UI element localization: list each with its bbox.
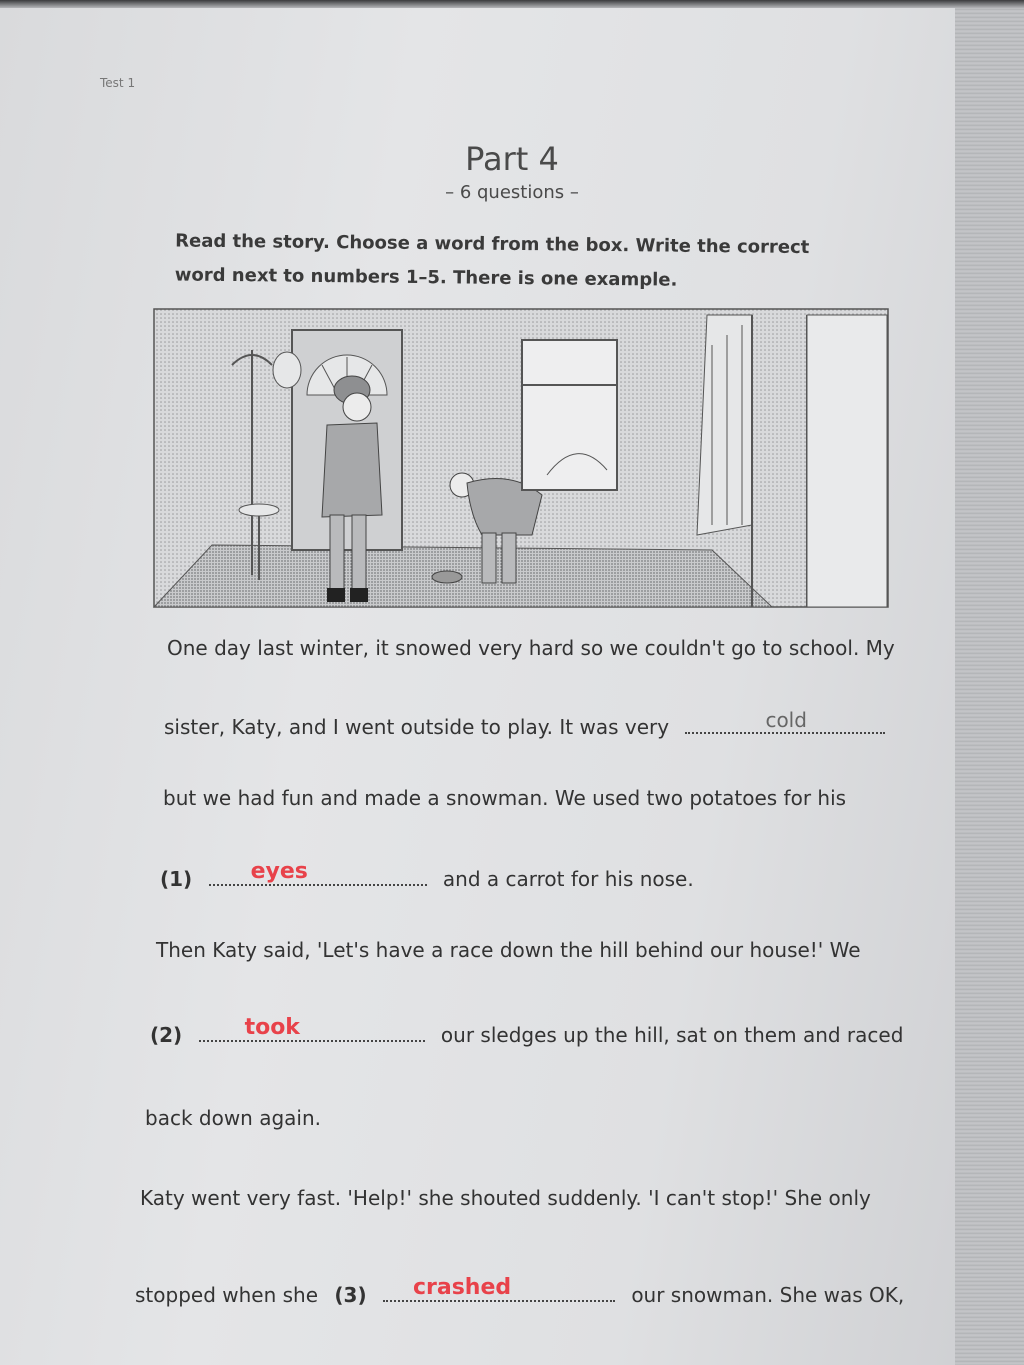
story-line-1: One day last winter, it snowed very hard so we couldn't go to school. My [167, 636, 895, 660]
instructions: Read the story. Choose a word from the box. Write the correct word next to numbers 1–5. There is one example. [174, 230, 810, 291]
question-3-line [135, 1275, 905, 1307]
answer-3-blank[interactable] [383, 1275, 615, 1302]
answer-3: crashed [412, 1275, 512, 1300]
part-subtitle: – 6 questions – [445, 182, 579, 203]
question-2-number: (2) [150, 1023, 183, 1047]
question-2-line [150, 1015, 904, 1047]
test-label: Test 1 [100, 76, 136, 90]
story-line-5: Then Katy said, 'Let's have a race down the hill behind our house!' We [156, 938, 861, 962]
question-1-line [160, 859, 694, 891]
example-answer-blank [685, 710, 885, 734]
story-line-7: back down again. [145, 1106, 322, 1130]
question-1-number: (1) [160, 867, 193, 891]
story-illustration [152, 305, 892, 611]
example-answer: cold [765, 708, 807, 732]
part-title: Part 4 [465, 140, 559, 178]
question-2-text: our sledges up the hill, sat on them and raced [440, 1023, 904, 1047]
top-shadow [0, 0, 1024, 8]
page-edge [955, 0, 1024, 1365]
story-line-2 [164, 710, 885, 739]
story-line-8: Katy went very fast. 'Help!' she shouted suddenly. 'I can't stop!' She only [140, 1186, 871, 1210]
question-3-text-after: our snowman. She was OK, [631, 1283, 905, 1307]
question-3-number: (3) [334, 1283, 367, 1307]
answer-1: eyes [250, 859, 308, 884]
question-3-text-before: stopped when she [135, 1283, 319, 1307]
story-line-3: but we had fun and made a snowman. We used two potatoes for his [163, 786, 847, 810]
story-line-2-text: sister, Katy, and I went outside to play. It was very [164, 715, 670, 739]
answer-2-blank[interactable] [199, 1015, 425, 1042]
answer-2: took [244, 1015, 300, 1040]
answer-1-blank[interactable] [209, 859, 427, 886]
question-1-text: and a carrot for his nose. [442, 867, 694, 891]
